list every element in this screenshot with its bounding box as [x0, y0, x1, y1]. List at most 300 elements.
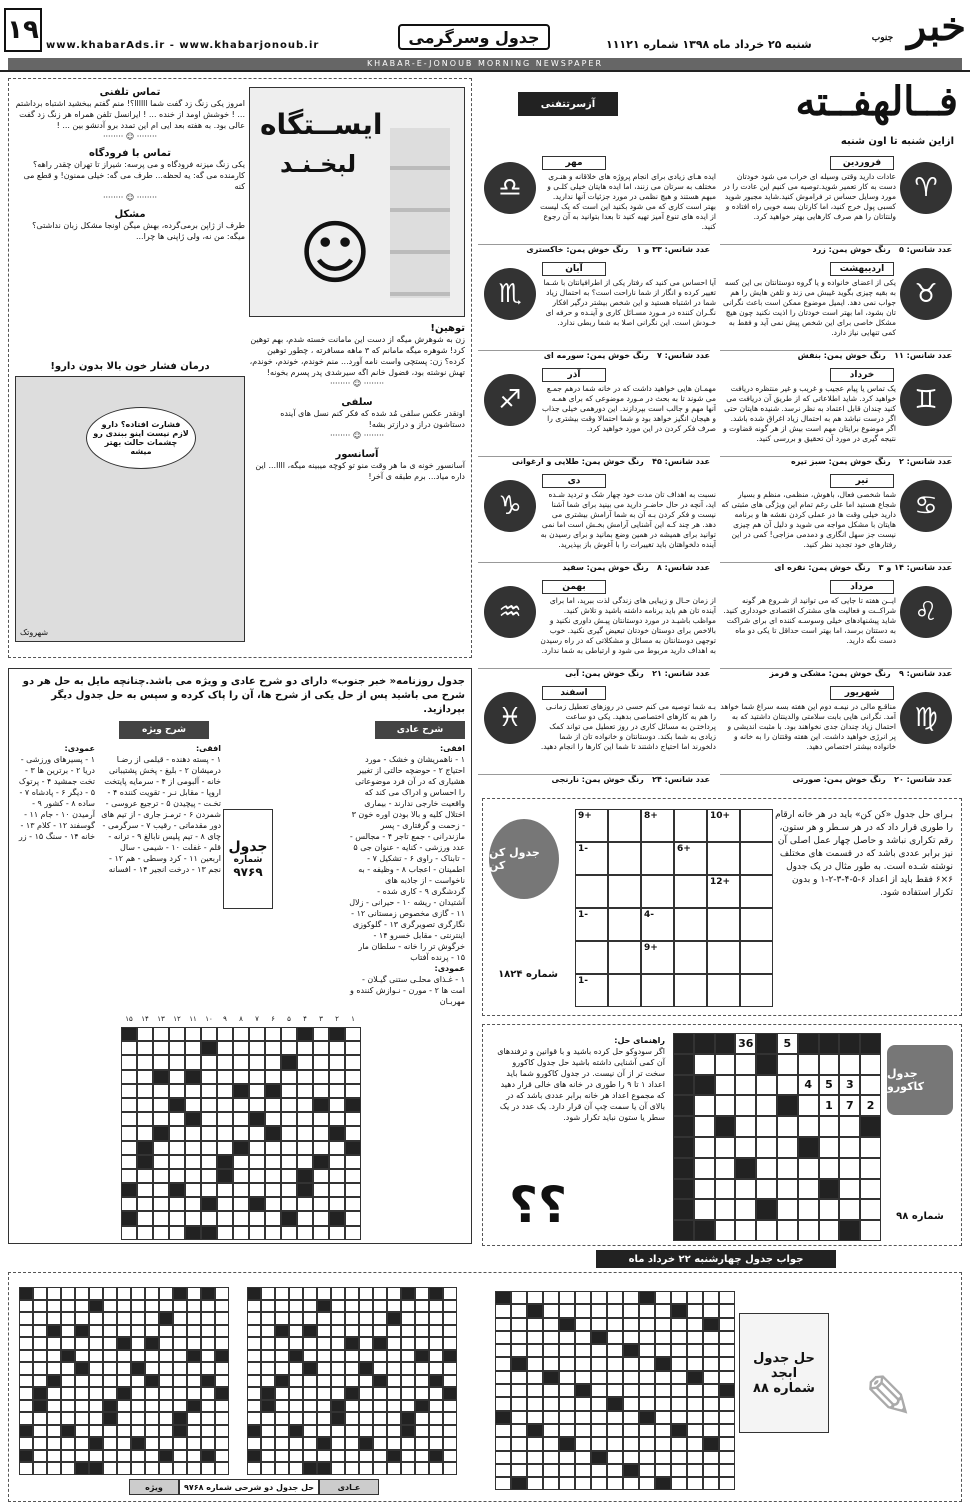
answer-cell[interactable]: [719, 1397, 735, 1410]
answer-cell[interactable]: [359, 1375, 373, 1388]
answer-cell[interactable]: [75, 1375, 89, 1388]
answer-cell[interactable]: [117, 1450, 131, 1463]
answer-cell[interactable]: [623, 1331, 639, 1344]
answer-cell[interactable]: [623, 1291, 639, 1304]
answer-cell[interactable]: [575, 1437, 591, 1450]
kakuro-cell[interactable]: [756, 1220, 777, 1241]
crossword-cell[interactable]: [201, 1055, 217, 1069]
answer-cell[interactable]: [33, 1412, 47, 1425]
answer-cell[interactable]: [543, 1464, 559, 1477]
answer-cell[interactable]: [33, 1350, 47, 1363]
answer-cell[interactable]: [495, 1318, 511, 1331]
answer-cell[interactable]: [145, 1437, 159, 1450]
answer-cell[interactable]: [201, 1337, 215, 1350]
answer-cell[interactable]: [575, 1344, 591, 1357]
answer-cell[interactable]: [401, 1312, 415, 1325]
answer-cell[interactable]: [89, 1337, 103, 1350]
crossword-cell[interactable]: [313, 1197, 329, 1211]
answer-cell[interactable]: [401, 1387, 415, 1400]
answer-cell[interactable]: [215, 1462, 229, 1475]
answer-cell[interactable]: [639, 1437, 655, 1450]
crossword-cell[interactable]: [153, 1098, 169, 1112]
answer-cell[interactable]: [639, 1464, 655, 1477]
kakuro-cell[interactable]: [735, 1220, 756, 1241]
crossword-cell[interactable]: [329, 1197, 345, 1211]
answer-cell[interactable]: [47, 1312, 61, 1325]
answer-cell[interactable]: [215, 1375, 229, 1388]
kakuro-cell[interactable]: 5: [777, 1033, 798, 1054]
answer-cell[interactable]: [145, 1287, 159, 1300]
answer-cell[interactable]: [33, 1375, 47, 1388]
crossword-cell[interactable]: [185, 1084, 201, 1098]
answer-cell[interactable]: [415, 1362, 429, 1375]
answer-cell[interactable]: [117, 1325, 131, 1338]
crossword-cell[interactable]: [281, 1027, 297, 1041]
answer-cell[interactable]: [303, 1350, 317, 1363]
crossword-cell[interactable]: [169, 1027, 185, 1041]
crossword-cell[interactable]: [313, 1169, 329, 1183]
answer-cell[interactable]: [289, 1400, 303, 1413]
crossword-cell[interactable]: [329, 1055, 345, 1069]
crossword-cell[interactable]: [265, 1141, 281, 1155]
answer-cell[interactable]: [345, 1412, 359, 1425]
answer-cell[interactable]: [215, 1312, 229, 1325]
answer-cell[interactable]: [215, 1437, 229, 1450]
kenken-cell[interactable]: [608, 842, 641, 875]
answer-cell[interactable]: [289, 1450, 303, 1463]
crossword-cell[interactable]: [345, 1211, 361, 1225]
answer-cell[interactable]: [261, 1437, 275, 1450]
answer-cell[interactable]: [655, 1371, 671, 1384]
crossword-cell[interactable]: [137, 1027, 153, 1041]
answer-cell[interactable]: [387, 1412, 401, 1425]
crossword-cell[interactable]: [345, 1155, 361, 1169]
answer-cell[interactable]: [303, 1387, 317, 1400]
answer-cell[interactable]: [719, 1477, 735, 1490]
crossword-cell[interactable]: [217, 1141, 233, 1155]
crossword-cell[interactable]: [313, 1070, 329, 1084]
answer-cell[interactable]: [443, 1450, 457, 1463]
answer-cell[interactable]: [559, 1371, 575, 1384]
kenken-cell[interactable]: [608, 974, 641, 1007]
answer-cell[interactable]: [495, 1451, 511, 1464]
crossword-cell[interactable]: [233, 1055, 249, 1069]
answer-cell[interactable]: [575, 1318, 591, 1331]
crossword-cell[interactable]: [137, 1098, 153, 1112]
kakuro-cell[interactable]: [694, 1095, 715, 1116]
crossword-cell[interactable]: [249, 1211, 265, 1225]
answer-cell[interactable]: [543, 1318, 559, 1331]
crossword-cell[interactable]: [137, 1070, 153, 1084]
answer-cell[interactable]: [401, 1300, 415, 1313]
answer-cell[interactable]: [415, 1287, 429, 1300]
answer-cell[interactable]: [187, 1300, 201, 1313]
kakuro-cell[interactable]: [777, 1179, 798, 1200]
answer-cell[interactable]: [61, 1325, 75, 1338]
crossword-cell[interactable]: [201, 1169, 217, 1183]
kakuro-grid[interactable]: [673, 1033, 881, 1241]
answer-cell[interactable]: [345, 1312, 359, 1325]
crossword-cell[interactable]: [121, 1155, 137, 1169]
crossword-cell[interactable]: [153, 1197, 169, 1211]
answer-cell[interactable]: [639, 1331, 655, 1344]
answer-cell[interactable]: [173, 1300, 187, 1313]
crossword-cell[interactable]: [297, 1112, 313, 1126]
answer-cell[interactable]: [289, 1387, 303, 1400]
answer-cell[interactable]: [117, 1400, 131, 1413]
answer-cell[interactable]: [623, 1451, 639, 1464]
answer-cell[interactable]: [687, 1424, 703, 1437]
answer-cell[interactable]: [607, 1318, 623, 1331]
crossword-cell[interactable]: [201, 1126, 217, 1140]
answer-cell[interactable]: [443, 1300, 457, 1313]
answer-cell[interactable]: [671, 1357, 687, 1370]
answer-cell[interactable]: [359, 1287, 373, 1300]
answer-cell[interactable]: [559, 1344, 575, 1357]
answer-cell[interactable]: [543, 1344, 559, 1357]
answer-cell[interactable]: [607, 1451, 623, 1464]
answer-cell[interactable]: [201, 1425, 215, 1438]
kenken-cell[interactable]: [608, 809, 641, 842]
answer-cell[interactable]: [275, 1450, 289, 1463]
crossword-cell[interactable]: [313, 1211, 329, 1225]
crossword-cell[interactable]: [217, 1126, 233, 1140]
crossword-cell[interactable]: [233, 1211, 249, 1225]
answer-cell[interactable]: [247, 1312, 261, 1325]
kakuro-cell[interactable]: [715, 1075, 736, 1096]
answer-cell[interactable]: [623, 1397, 639, 1410]
answer-cell[interactable]: [655, 1384, 671, 1397]
answer-cell[interactable]: [89, 1325, 103, 1338]
answer-cell[interactable]: [345, 1425, 359, 1438]
answer-cell[interactable]: [201, 1362, 215, 1375]
answer-cell[interactable]: [215, 1425, 229, 1438]
kakuro-cell[interactable]: [715, 1199, 736, 1220]
answer-cell[interactable]: [443, 1325, 457, 1338]
answer-cell[interactable]: [275, 1337, 289, 1350]
crossword-cell[interactable]: [297, 1070, 313, 1084]
crossword-cell[interactable]: [281, 1084, 297, 1098]
answer-cell[interactable]: [623, 1384, 639, 1397]
crossword-cell[interactable]: [217, 1084, 233, 1098]
answer-cell[interactable]: [575, 1291, 591, 1304]
answer-cell[interactable]: [47, 1462, 61, 1475]
answer-cell[interactable]: [159, 1362, 173, 1375]
answer-cell[interactable]: [401, 1350, 415, 1363]
answer-cell[interactable]: [671, 1318, 687, 1331]
crossword-cell[interactable]: [345, 1041, 361, 1055]
kakuro-cell[interactable]: [715, 1220, 736, 1241]
answer-cell[interactable]: [19, 1350, 33, 1363]
answer-cell[interactable]: [331, 1312, 345, 1325]
answer-cell[interactable]: [187, 1337, 201, 1350]
answer-cell[interactable]: [215, 1287, 229, 1300]
kakuro-cell[interactable]: [819, 1199, 840, 1220]
kenken-cell[interactable]: [707, 842, 740, 875]
crossword-cell[interactable]: [185, 1183, 201, 1197]
answer-cell[interactable]: [61, 1362, 75, 1375]
kakuro-cell[interactable]: [756, 1075, 777, 1096]
kakuro-cell[interactable]: [860, 1075, 881, 1096]
crossword-cell[interactable]: [265, 1041, 281, 1055]
kakuro-cell[interactable]: [756, 1095, 777, 1116]
answer-cell[interactable]: [19, 1362, 33, 1375]
answer-cell[interactable]: [317, 1425, 331, 1438]
crossword-cell[interactable]: [265, 1226, 281, 1240]
crossword-cell[interactable]: [233, 1183, 249, 1197]
crossword-cell[interactable]: [313, 1084, 329, 1098]
answer-cell[interactable]: [415, 1300, 429, 1313]
answer-cell[interactable]: [527, 1371, 543, 1384]
answer-cell[interactable]: [687, 1304, 703, 1317]
answer-cell[interactable]: [687, 1451, 703, 1464]
crossword-cell[interactable]: [201, 1084, 217, 1098]
answer-cell[interactable]: [443, 1400, 457, 1413]
answer-cell[interactable]: [511, 1411, 527, 1424]
kenken-cell[interactable]: [740, 974, 773, 1007]
answer-cell[interactable]: [703, 1331, 719, 1344]
answer-cell[interactable]: [131, 1450, 145, 1463]
answer-cell[interactable]: [443, 1462, 457, 1475]
crossword-cell[interactable]: [297, 1155, 313, 1169]
answer-cell[interactable]: [719, 1291, 735, 1304]
answer-cell[interactable]: [607, 1357, 623, 1370]
kenken-cell[interactable]: [575, 875, 608, 908]
crossword-cell[interactable]: [313, 1027, 329, 1041]
crossword-cell[interactable]: [329, 1070, 345, 1084]
answer-cell[interactable]: [103, 1350, 117, 1363]
answer-cell[interactable]: [703, 1397, 719, 1410]
crossword-cell[interactable]: [329, 1183, 345, 1197]
answer-cell[interactable]: [719, 1331, 735, 1344]
answer-cell[interactable]: [655, 1411, 671, 1424]
crossword-cell[interactable]: [137, 1211, 153, 1225]
answer-cell[interactable]: [173, 1450, 187, 1463]
answer-cell[interactable]: [261, 1300, 275, 1313]
answer-cell[interactable]: [61, 1375, 75, 1388]
crossword-cell[interactable]: [137, 1183, 153, 1197]
answer-cell[interactable]: [359, 1450, 373, 1463]
answer-cell[interactable]: [89, 1350, 103, 1363]
answer-cell[interactable]: [345, 1325, 359, 1338]
answer-cell[interactable]: [719, 1344, 735, 1357]
answer-cell[interactable]: [639, 1424, 655, 1437]
answer-cell[interactable]: [159, 1375, 173, 1388]
crossword-cell[interactable]: [345, 1226, 361, 1240]
answer-cell[interactable]: [75, 1387, 89, 1400]
answer-cell[interactable]: [559, 1477, 575, 1490]
answer-cell[interactable]: [345, 1437, 359, 1450]
answer-cell[interactable]: [173, 1350, 187, 1363]
kenken-cell[interactable]: [740, 809, 773, 842]
answer-cell[interactable]: [317, 1412, 331, 1425]
crossword-cell[interactable]: [313, 1141, 329, 1155]
answer-cell[interactable]: [671, 1397, 687, 1410]
crossword-cell[interactable]: [217, 1070, 233, 1084]
answer-cell[interactable]: [559, 1331, 575, 1344]
kakuro-cell[interactable]: [715, 1158, 736, 1179]
answer-cell[interactable]: [687, 1331, 703, 1344]
crossword-cell[interactable]: [201, 1027, 217, 1041]
answer-cell[interactable]: [591, 1464, 607, 1477]
answer-cell[interactable]: [687, 1291, 703, 1304]
answer-cell[interactable]: [19, 1375, 33, 1388]
answer-cell[interactable]: [173, 1462, 187, 1475]
crossword-cell[interactable]: [345, 1126, 361, 1140]
answer-cell[interactable]: [75, 1300, 89, 1313]
crossword-cell[interactable]: [201, 1183, 217, 1197]
kenken-cell[interactable]: [575, 908, 608, 941]
answer-cell[interactable]: [317, 1375, 331, 1388]
answer-cell[interactable]: [317, 1400, 331, 1413]
answer-cell[interactable]: [511, 1331, 527, 1344]
answer-cell[interactable]: [591, 1371, 607, 1384]
answer-cell[interactable]: [159, 1337, 173, 1350]
answer-cell[interactable]: [591, 1424, 607, 1437]
answer-cell[interactable]: [543, 1451, 559, 1464]
answer-cell[interactable]: [607, 1344, 623, 1357]
answer-cell[interactable]: [671, 1331, 687, 1344]
answer-cell[interactable]: [187, 1312, 201, 1325]
answer-cell[interactable]: [511, 1384, 527, 1397]
kakuro-cell[interactable]: [735, 1199, 756, 1220]
answer-cell[interactable]: [275, 1462, 289, 1475]
answer-cell[interactable]: [47, 1350, 61, 1363]
answer-cell[interactable]: [261, 1350, 275, 1363]
answer-cell[interactable]: [591, 1291, 607, 1304]
kakuro-cell[interactable]: [694, 1158, 715, 1179]
answer-cell[interactable]: [495, 1371, 511, 1384]
answer-cell[interactable]: [527, 1357, 543, 1370]
answer-cell[interactable]: [117, 1462, 131, 1475]
answer-cell[interactable]: [607, 1424, 623, 1437]
answer-cell[interactable]: [575, 1411, 591, 1424]
answer-cell[interactable]: [607, 1291, 623, 1304]
answer-cell[interactable]: [247, 1412, 261, 1425]
answer-cell[interactable]: [247, 1325, 261, 1338]
answer-cell[interactable]: [103, 1325, 117, 1338]
crossword-cell[interactable]: [345, 1183, 361, 1197]
crossword-cell[interactable]: [201, 1141, 217, 1155]
kenken-cell[interactable]: [674, 974, 707, 1007]
answer-cell[interactable]: [495, 1331, 511, 1344]
crossword-cell[interactable]: [137, 1197, 153, 1211]
answer-cell[interactable]: [373, 1325, 387, 1338]
answer-cell[interactable]: [543, 1291, 559, 1304]
answer-cell[interactable]: [495, 1397, 511, 1410]
answer-cell[interactable]: [607, 1477, 623, 1490]
crossword-cell[interactable]: [297, 1141, 313, 1155]
kakuro-cell[interactable]: [735, 1054, 756, 1075]
crossword-cell[interactable]: [265, 1183, 281, 1197]
answer-cell[interactable]: [261, 1287, 275, 1300]
answer-cell[interactable]: [159, 1350, 173, 1363]
answer-cell[interactable]: [201, 1387, 215, 1400]
crossword-cell[interactable]: [121, 1098, 137, 1112]
answer-cell[interactable]: [47, 1287, 61, 1300]
answer-cell[interactable]: [289, 1312, 303, 1325]
kenken-cell[interactable]: [641, 941, 674, 974]
answer-cell[interactable]: [47, 1437, 61, 1450]
answer-cell[interactable]: [215, 1337, 229, 1350]
answer-cell[interactable]: [275, 1437, 289, 1450]
crossword-cell[interactable]: [169, 1155, 185, 1169]
kenken-cell[interactable]: [575, 941, 608, 974]
answer-cell[interactable]: [131, 1337, 145, 1350]
answer-cell[interactable]: [75, 1287, 89, 1300]
kakuro-cell[interactable]: [735, 1137, 756, 1158]
crossword-cell[interactable]: [185, 1126, 201, 1140]
answer-cell[interactable]: [303, 1337, 317, 1350]
answer-cell[interactable]: [527, 1331, 543, 1344]
kakuro-cell[interactable]: [798, 1054, 819, 1075]
answer-cell[interactable]: [359, 1400, 373, 1413]
answer-cell[interactable]: [201, 1325, 215, 1338]
answer-cell[interactable]: [429, 1300, 443, 1313]
crossword-cell[interactable]: [201, 1155, 217, 1169]
answer-cell[interactable]: [527, 1344, 543, 1357]
answer-cell[interactable]: [131, 1300, 145, 1313]
answer-cell[interactable]: [387, 1437, 401, 1450]
crossword-cell[interactable]: [185, 1141, 201, 1155]
answer-cell[interactable]: [415, 1375, 429, 1388]
answer-cell[interactable]: [261, 1312, 275, 1325]
answer-cell[interactable]: [345, 1462, 359, 1475]
answer-cell[interactable]: [443, 1362, 457, 1375]
answer-cell[interactable]: [575, 1451, 591, 1464]
kenken-cell[interactable]: [641, 875, 674, 908]
answer-cell[interactable]: [261, 1462, 275, 1475]
answer-cell[interactable]: [359, 1412, 373, 1425]
answer-cell[interactable]: [373, 1387, 387, 1400]
answer-cell[interactable]: [61, 1400, 75, 1413]
answer-cell[interactable]: [145, 1312, 159, 1325]
answer-cell[interactable]: [89, 1387, 103, 1400]
answer-cell[interactable]: [187, 1462, 201, 1475]
kenken-cell[interactable]: [575, 842, 608, 875]
answer-cell[interactable]: [387, 1462, 401, 1475]
answer-cell[interactable]: [429, 1325, 443, 1338]
answer-cell[interactable]: [559, 1384, 575, 1397]
crossword-cell[interactable]: [281, 1183, 297, 1197]
answer-cell[interactable]: [443, 1312, 457, 1325]
answer-cell[interactable]: [429, 1400, 443, 1413]
answer-cell[interactable]: [117, 1350, 131, 1363]
answer-cell[interactable]: [145, 1300, 159, 1313]
crossword-cell[interactable]: [297, 1084, 313, 1098]
crossword-cell[interactable]: [233, 1226, 249, 1240]
answer-cell[interactable]: [215, 1412, 229, 1425]
answer-cell[interactable]: [703, 1424, 719, 1437]
answer-cell[interactable]: [429, 1337, 443, 1350]
crossword-cell[interactable]: [297, 1197, 313, 1211]
answer-cell[interactable]: [261, 1375, 275, 1388]
answer-cell[interactable]: [47, 1412, 61, 1425]
answer-cell[interactable]: [559, 1464, 575, 1477]
answer-cell[interactable]: [173, 1437, 187, 1450]
answer-cell[interactable]: [275, 1300, 289, 1313]
crossword-cell[interactable]: [201, 1098, 217, 1112]
answer-cell[interactable]: [159, 1412, 173, 1425]
answer-cell[interactable]: [671, 1371, 687, 1384]
answer-cell[interactable]: [495, 1304, 511, 1317]
kenken-cell[interactable]: [608, 875, 641, 908]
answer-cell[interactable]: [247, 1337, 261, 1350]
answer-cell[interactable]: [173, 1312, 187, 1325]
kakuro-cell[interactable]: 36: [735, 1033, 756, 1054]
answer-cell[interactable]: [591, 1397, 607, 1410]
answer-cell[interactable]: [415, 1425, 429, 1438]
